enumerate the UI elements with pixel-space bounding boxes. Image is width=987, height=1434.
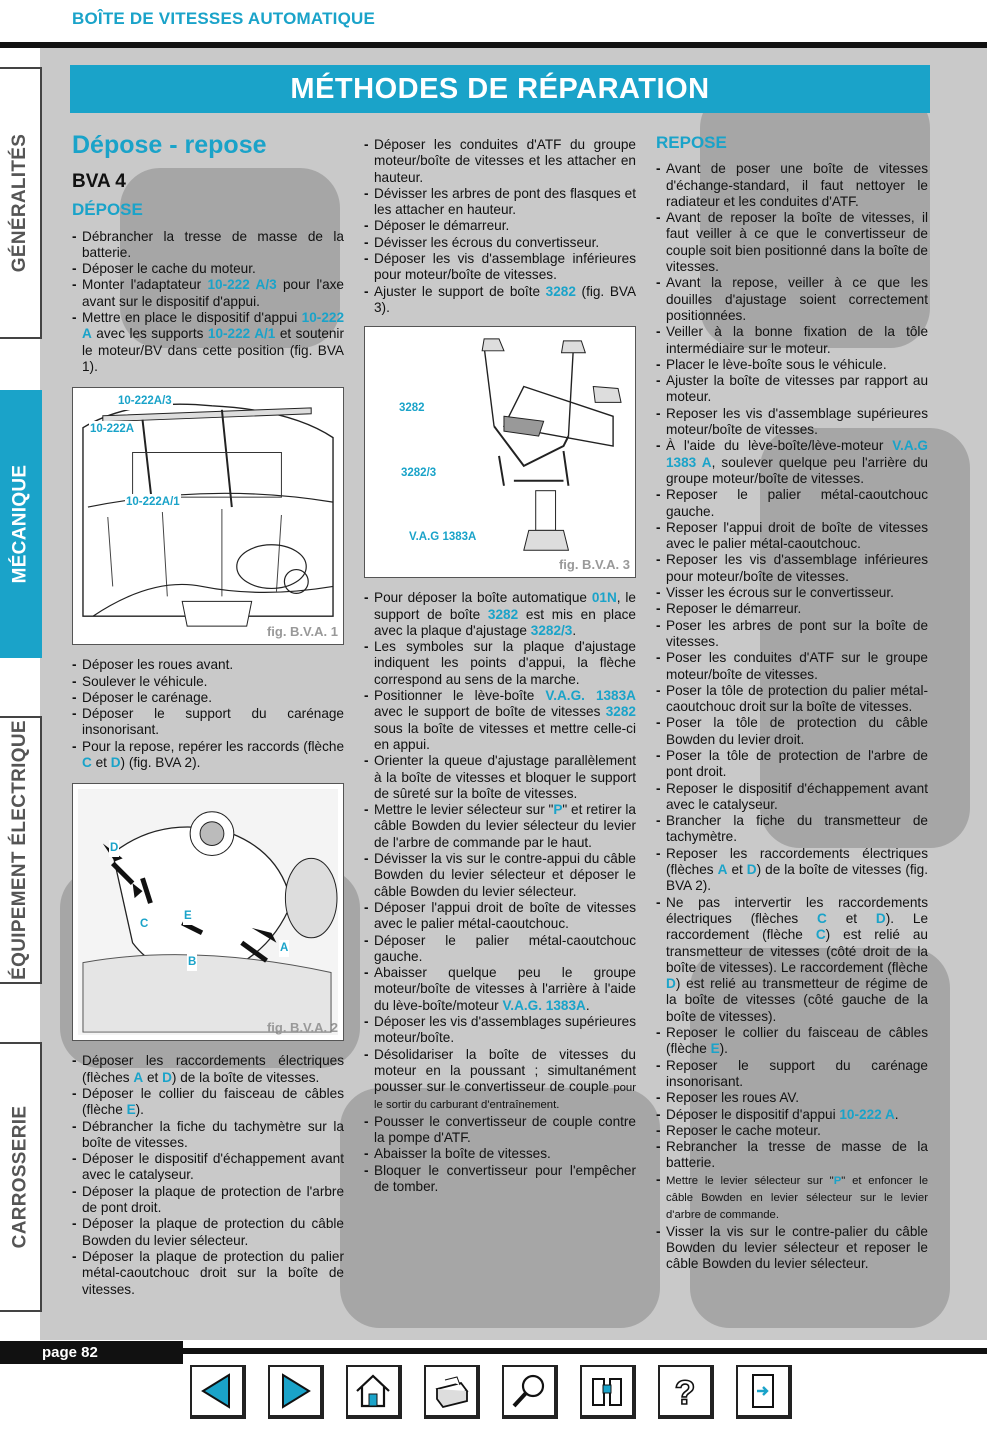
step-item: - Pour la repose, repérer les raccords (flèche C et D) (fig. BVA 2). [72, 739, 344, 772]
exit-button[interactable] [736, 1365, 792, 1419]
step-item: - Déposer l'appui droit de boîte de vitesses avec le palier métal-caoutchouc. [364, 900, 636, 933]
navigation-bar [190, 1365, 792, 1419]
step-item: - Désolidariser la boîte de vitesses du moteur en la poussant ; simultanément pousser sur le convertisseur de couple pour le sortir du carburant d'entraînement. [364, 1047, 636, 1114]
home-button[interactable] [346, 1365, 402, 1419]
step-item: - Déposer les roues avant. [72, 657, 344, 673]
page-number: page 82 [0, 1341, 183, 1364]
previous-page-button[interactable] [190, 1365, 246, 1419]
next-icon [275, 1371, 315, 1411]
step-item: - Reposer le collier du faisceau de câbles (flèche E). [656, 1025, 928, 1058]
step-item: - Brancher la fiche du transmetteur de tachymètre. [656, 813, 928, 846]
step-list [364, 137, 636, 316]
svg-text:?: ? [674, 1374, 696, 1411]
figure-label: E [183, 908, 193, 924]
step-item: - Soulever le véhicule. [72, 674, 344, 690]
step-item: - Reposer les vis d'assemblage supérieures moteur/boîte de vitesses. [656, 406, 928, 439]
figure-caption: fig. B.V.A. 3 [558, 556, 630, 572]
step-item: - Déposer la plaque de protection du palier métal-caoutchouc droit sur la boîte de vitesses. [72, 1249, 344, 1298]
step-item: - Reposer le démarreur. [656, 601, 928, 617]
step-item: - Déposer le dispositif d'échappement avant avec le catalyseur. [72, 1151, 344, 1184]
step-item: - Déposer le cache du moteur. [72, 261, 344, 277]
step-item: - Avant de poser une boîte de vitesses d'échange-standard, il faut nettoyer le radiateur et les conduites d'ATF. [656, 161, 928, 210]
figure-label: 3282/3 [400, 465, 437, 481]
step-item: - Reposer les vis d'assemblage inférieures pour moteur/boîte de vitesses. [656, 552, 928, 585]
bottom-divider [183, 1348, 987, 1354]
figure-label: 10-222A [89, 421, 135, 437]
step-item: - Reposer l'appui droit de boîte de vitesses avec le palier métal-caoutchouc. [656, 520, 928, 553]
step-item: - Reposer le dispositif d'échappement avant avec le catalyseur. [656, 781, 928, 814]
tab-generalites[interactable] [0, 67, 42, 339]
step-item: - Bloquer le convertisseur pour l'empêcher de tomber. [364, 1163, 636, 1196]
step-item: - Déposer les vis d'assemblage inférieures pour moteur/boîte de vitesses. [364, 251, 636, 284]
column-1 [72, 130, 344, 1298]
step-item: - Poser la tôle de protection du câble Bowden du levier droit. [656, 715, 928, 748]
figure-label: V.A.G 1383A [408, 529, 477, 545]
step-list [72, 229, 344, 376]
next-page-button[interactable] [268, 1365, 324, 1419]
step-item: - Déposer la plaque de protection de l'arbre de pont droit. [72, 1184, 344, 1217]
step-item: - Poser la tôle de protection du palier métal-caoutchouc droit sur la boîte de vitesses. [656, 683, 928, 716]
figure-label: D [109, 840, 119, 856]
figure-label: 10-222A/1 [125, 494, 181, 510]
tab-label: ÉQUIPEMENT ÉLECTRIQUE [9, 720, 30, 980]
figure-label: B [187, 954, 197, 970]
tab-label: GÉNÉRALITÉS [9, 133, 30, 273]
step-list [656, 161, 928, 1272]
figure-label: C [139, 916, 149, 932]
step-item: - Les symboles sur la plaque d'ajustage indiquent les points d'appui, la flèche correspond au sens de la marche. [364, 639, 636, 688]
print-icon [431, 1371, 471, 1411]
print-button[interactable] [424, 1365, 480, 1419]
step-list [364, 590, 636, 1195]
step-item: - Monter l'adaptateur 10-222 A/3 pour l'axe avant sur le dispositif d'appui. [72, 277, 344, 310]
step-item: - Avant la repose, veiller à ce que les douilles d'ajustage soient correctement positionnées. [656, 275, 928, 324]
tab-label: CARROSSERIE [9, 1105, 30, 1249]
step-item: - Débrancher la tresse de masse de la batterie. [72, 229, 344, 262]
step-item: - Ajuster la boîte de vitesses par rapport au moteur. [656, 373, 928, 406]
step-item: - Abaisser quelque peu le groupe moteur/boîte de vitesses à l'arrière à l'aide du lève-boîte/moteur V.A.G. 1383A. [364, 965, 636, 1014]
step-item: - Reposer les raccordements électriques (flèches A et D) de la boîte de vitesses (fig. BVA 2). [656, 846, 928, 895]
step-item: - Visser la vis sur le contre-palier du câble Bowden du levier sélecteur et reposer le câble Bowden du levier sélecteur. [656, 1224, 928, 1273]
exit-icon [743, 1371, 783, 1411]
step-item: - Ajuster le support de boîte 3282 (fig. BVA 3). [364, 284, 636, 317]
step-item: - Pousser le convertisseur de couple contre la pompe d'ATF. [364, 1114, 636, 1147]
gearbox-support-illustration [365, 327, 635, 577]
step-item: - Déposer le démarreur. [364, 218, 636, 234]
step-item: - Reposer le support du carénage insonorisant. [656, 1058, 928, 1091]
step-item: - Orienter la queue d'ajustage parallèlement à la boîte de vitesses et bloquer le support de sûreté sur la boîte de vitesses. [364, 753, 636, 802]
search-button[interactable] [502, 1365, 558, 1419]
step-item: - Placer le lève-boîte sous le véhicule. [656, 357, 928, 373]
figure-label: A [279, 940, 289, 956]
step-item: - Poser les arbres de pont sur la boîte de vitesses. [656, 618, 928, 651]
step-item: - Reposer le palier métal-caoutchouc gauche. [656, 487, 928, 520]
help-button[interactable] [658, 1365, 714, 1419]
step-item: - Poser les conduites d'ATF sur le groupe moteur/boîte de vitesses. [656, 650, 928, 683]
section-title: BOÎTE DE VITESSES AUTOMATIQUE [72, 9, 376, 28]
step-item: - Positionner le lève-boîte V.A.G. 1383A avec le support de boîte de vitesses 3282 sous la boîte de vitesses et mettre celle-ci en appui. [364, 688, 636, 753]
step-item: - Déposer le palier métal-caoutchouc gauche. [364, 933, 636, 966]
step-item: - Poser la tôle de protection de l'arbre de pont droit. [656, 748, 928, 781]
step-item: - Dévisser les arbres de pont des flasques et les attacher en hauteur. [364, 186, 636, 219]
tab-mecanique[interactable] [0, 390, 42, 658]
step-item: - Déposer les conduites d'ATF du groupe moteur/boîte de vitesses et les attacher en hauteur. [364, 137, 636, 186]
step-item: - Abaisser la boîte de vitesses. [364, 1146, 636, 1162]
figure-label: 10-222A/3 [117, 393, 173, 409]
column-3 [656, 135, 928, 1272]
column-2 [364, 137, 636, 1195]
step-item: - Reposer le cache moteur. [656, 1123, 928, 1139]
repose-heading: REPOSE [656, 133, 727, 152]
step-item: - Dévisser la vis sur le contre-appui du câble Bowden du levier sélecteur et déposer le câble Bowden du levier sélecteur. [364, 851, 636, 900]
tab-equipement-electrique[interactable] [0, 716, 42, 984]
help-icon [665, 1371, 705, 1411]
step-item: - Pour déposer la boîte automatique 01N, le support de boîte 3282 est mis en place avec la plaque d'ajustage 3282/3. [364, 590, 636, 639]
step-item: - Veiller à la bonne fixation de la tôle intermédiaire sur le moteur. [656, 324, 928, 357]
step-list [72, 657, 344, 771]
step-item: - Déposer les raccordements électriques (flèches A et D) de la boîte de vitesses. [72, 1053, 344, 1086]
step-item: - Reposer les roues AV. [656, 1090, 928, 1106]
step-item: - Déposer les vis d'assemblages supérieures moteur/boîte. [364, 1014, 636, 1047]
figure-caption: fig. B.V.A. 1 [266, 623, 338, 639]
step-list [72, 1053, 344, 1297]
article-title: Dépose - repose [72, 131, 267, 159]
figure-label: 3282 [398, 400, 426, 416]
find-button[interactable] [580, 1365, 636, 1419]
tab-carrosserie[interactable] [0, 1042, 42, 1312]
tab-label: MÉCANIQUE [9, 464, 31, 584]
step-item: - Mettre le levier sélecteur sur "P" et enfoncer le câble Bowden en levier sélecteur sur le levier d'arbre de commande. [656, 1172, 928, 1224]
step-item: - Débrancher la fiche du tachymètre sur la boîte de vitesses. [72, 1119, 344, 1152]
step-item: - Déposer le collier du faisceau de câbles (flèche E). [72, 1086, 344, 1119]
step-item: - Déposer la plaque de protection du câble Bowden du levier sélecteur. [72, 1216, 344, 1249]
step-item: - Visser les écrous sur le convertisseur. [656, 585, 928, 601]
step-item: - À l'aide du lève-boîte/lève-moteur V.A.G 1383 A, soulever quelque peu l'arrière du groupe moteur/boîte de vitesses. [656, 438, 928, 487]
step-item: - Avant de reposer la boîte de vitesses, il faut veiller à ce que le convertisseur de couple soit bien positionné dans la boîte de vitesses. [656, 210, 928, 275]
step-item: - Dévisser les écrous du convertisseur. [364, 235, 636, 251]
top-divider [0, 42, 987, 48]
gearbox-illustration [73, 784, 343, 1040]
step-item: - Rebrancher la tresse de masse de la batterie. [656, 1139, 928, 1172]
depose-heading: DÉPOSE [72, 200, 143, 220]
figure-bva1 [72, 387, 344, 645]
home-icon [353, 1371, 393, 1411]
step-item: - Déposer le carénage. [72, 690, 344, 706]
figure-caption: fig. B.V.A. 2 [266, 1020, 338, 1036]
article-subtitle: BVA 4 [72, 171, 126, 192]
step-item: - Mettre en place le dispositif d'appui 10-222 A avec les supports 10-222 A/1 et soutenir le moteur/BV dans cette position (fig. BVA 1). [72, 310, 344, 375]
search-icon [509, 1371, 549, 1411]
figure-bva3 [364, 326, 636, 578]
step-item: - Mettre le levier sélecteur sur "P" et retirer la câble Bowden du levier sélecteur du levier de l'arbre de commande par le haut. [364, 802, 636, 851]
step-item: - Déposer le dispositif d'appui 10-222 A. [656, 1107, 928, 1123]
step-item: - Déposer le support du carénage insonorisant. [72, 706, 344, 739]
page-banner: MÉTHODES DE RÉPARATION [70, 65, 930, 113]
step-item: - Ne pas intervertir les raccordements électriques (flèches C et D). Le raccordement (flèche C) est relié au transmetteur de vitesses (côté droit de la boîte de vitesses). Le raccordement (flèche D) est relié au transmetteur de régime de la boîte de vitesses (côté gauche de la boîte de vitesses). [656, 895, 928, 1025]
binoculars-icon [587, 1371, 627, 1411]
previous-icon [197, 1371, 237, 1411]
figure-bva2 [72, 783, 344, 1041]
